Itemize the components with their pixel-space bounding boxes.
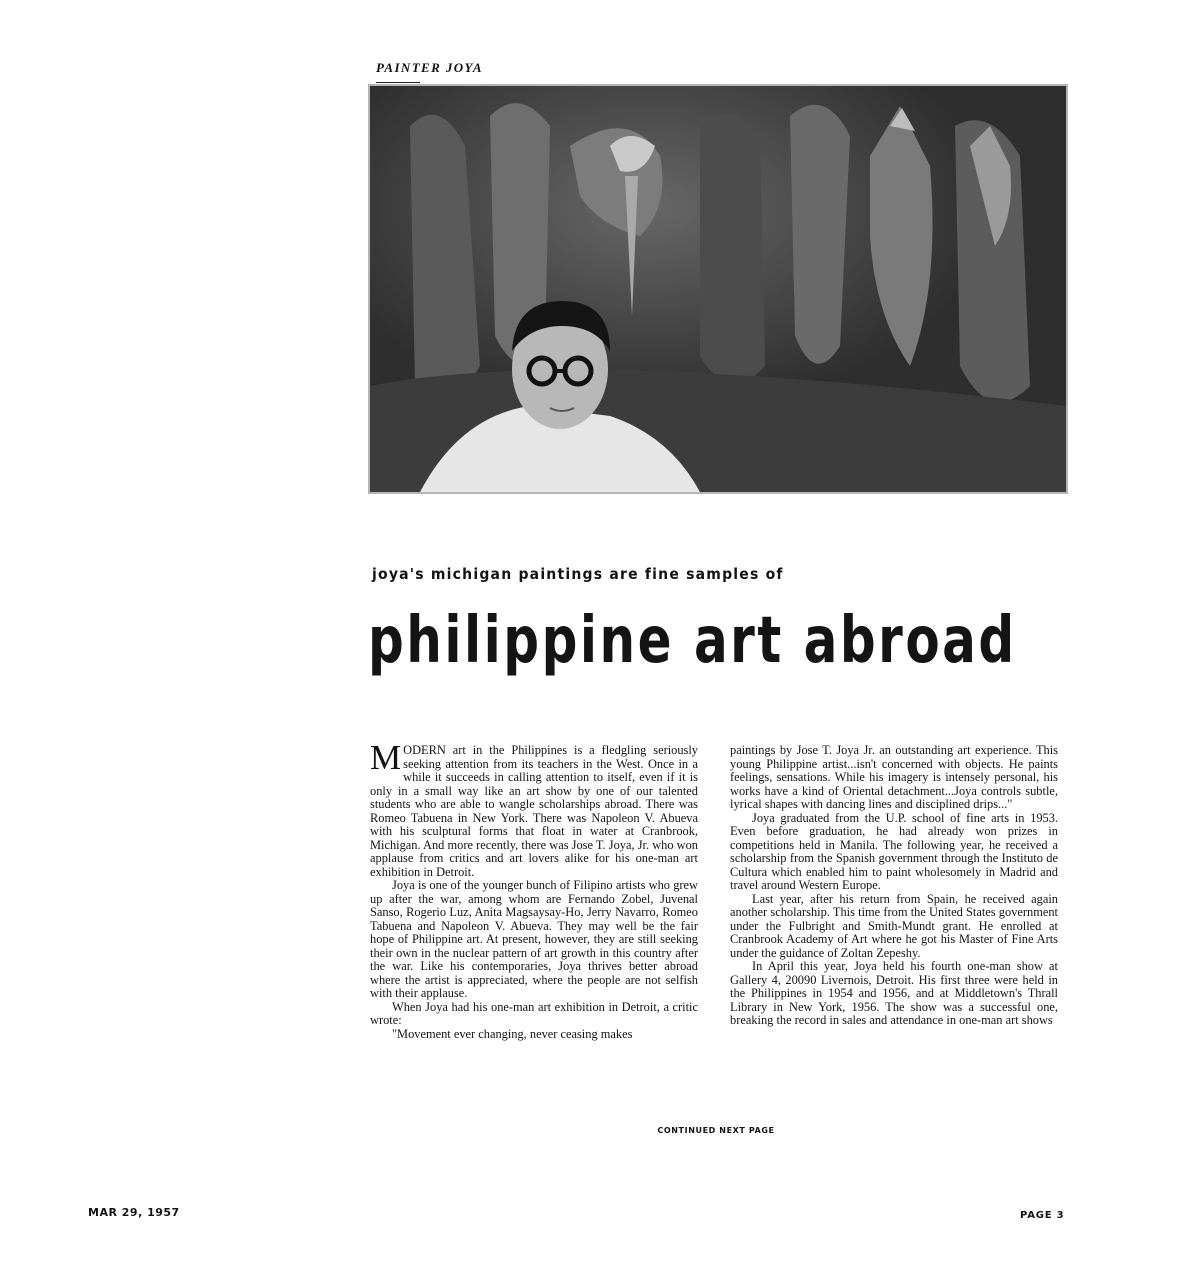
article-paragraph: Last year, after his return from Spain, he received again another scholarship. This time from the United States government under the Fulbright and Smith-Mundt grant. He enrolled at Cranbrook Academy of Art where he got his Master of Fine Arts under the guidance of Zoltan Zepeshy. bbox=[730, 891, 1058, 960]
article-paragraph: When Joya had his one-man art exhibition in Detroit, a critic wrote: bbox=[370, 999, 698, 1027]
painter-photo-image bbox=[370, 86, 1066, 492]
kicker-rule bbox=[376, 82, 420, 83]
article-column-right bbox=[730, 744, 1058, 1028]
article-paragraph: In April this year, Joya held his fourth one-man show at Gallery 4, 20090 Livernois, Detroit. His first three were held in the Philippines in 1954 and 1956, and at Middletown's Thrall Library in New York, 1956. The show was a successful one, breaking the record in sales and attendance in one-man art shows bbox=[730, 959, 1058, 1027]
article-column-left bbox=[370, 738, 698, 1041]
article-paragraph: "Movement ever changing, never ceasing makes bbox=[392, 1026, 633, 1041]
article-paragraph: MODERN art in the Philippines is a fledgling seriously seeking attention from its teachers in the West. Once in a while it succeeds in calling attention to itself, even if it is only in a small way like an art show by one of our talented students who are able to wangle scholarships abroad. There was Romeo Tabuena in New York. There was Napoleon V. Abueva with his sculptural forms that float in water at Cranbrook, Michigan. And more recently, there was Jose T. Joya, Jr. who won applause from critics and art lovers alike for his one-man art exhibition in Detroit. bbox=[370, 738, 698, 879]
deck-subheadline: joya's michigan paintings are fine samples of bbox=[372, 566, 784, 584]
article-paragraph: Joya is one of the younger bunch of Filipino artists who grew up after the war, among whom are Fernando Zobel, Juvenal Sanso, Rogerio Luz, Anita Magsaysay-Ho, Jerry Navarro, Romeo Tabuena and Napoleon V. Abueva. They may well be the fair hope of Philippine art. At present, however, they are still seeking their own in the nuclear pattern of art growth in this country after the war. Like his contemporaries, Joya thrives better abroad where the artist is appreciated, where the people are not selfish with their applause. bbox=[370, 878, 698, 1000]
section-kicker: PAINTER JOYA bbox=[376, 60, 483, 75]
issue-date: MAR 29, 1957 bbox=[88, 1206, 180, 1219]
continued-next-page: CONTINUED NEXT PAGE bbox=[657, 1126, 775, 1135]
page-number: PAGE 3 bbox=[1020, 1210, 1065, 1221]
drop-cap: M bbox=[370, 738, 402, 777]
painter-photo bbox=[368, 84, 1068, 494]
article-paragraph: paintings by Jose T. Joya Jr. an outstanding art experience. This young Philippine artist...isn't concerned with objects. He paints feelings, sensations. While his imagery is intensely personal, his works have a kind of Oriental detachment...Joya controls subtle, lyrical shapes with dancing lines and disciplined drips..." bbox=[730, 743, 1058, 811]
article-headline: philippine art abroad bbox=[368, 602, 1017, 678]
article-paragraph: Joya graduated from the U.P. school of fine arts in 1953. Even before graduation, he had already won prizes in competitions held in Manila. The following year, he received a scholarship from the Spanish government through the Instituto de Cultura which enabled him to paint wholesomely in Madrid and travel around Western Europe. bbox=[730, 810, 1058, 892]
